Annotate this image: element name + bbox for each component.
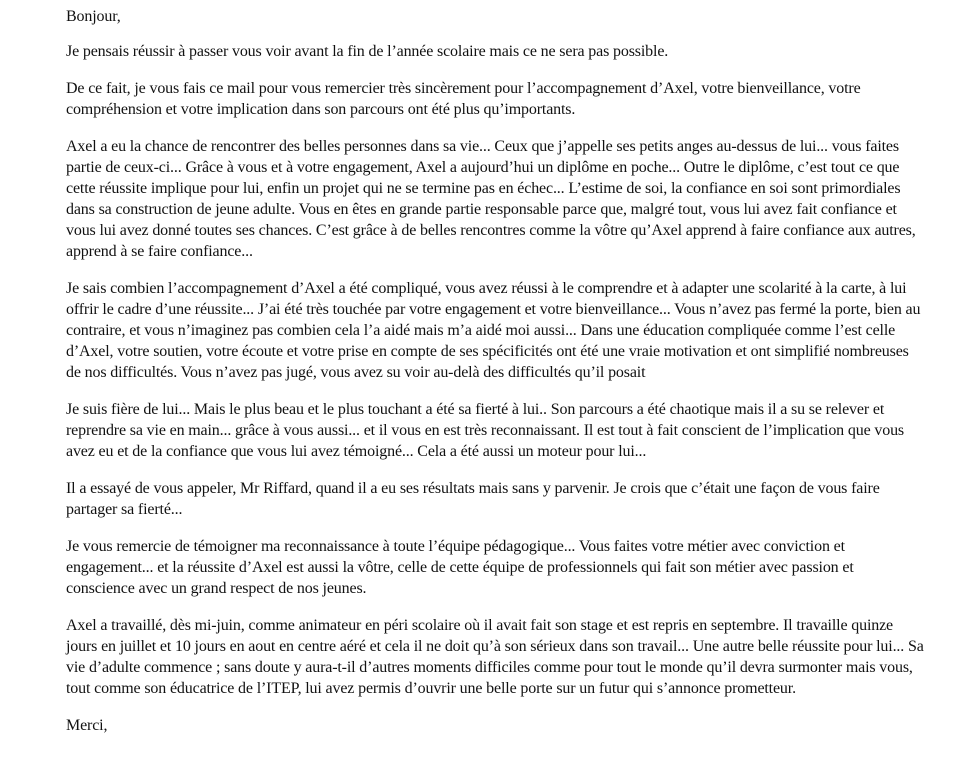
letter-body [66,6,926,752]
letter-paragraph-5: Je suis fière de lui... Mais le plus beau et le plus touchant a été sa fierté à lui.. Son parcours a été chaotique mais il a su se relever et reprendre sa vie en main... grâce à vous aussi... et il vous en est très reconnaissant. Il est tout à fait conscient de l’implication que vous avez eu et de la confiance que vous lui avez témoigné... Cela a été aussi un moteur pour lui... [66,401,904,460]
letter-paragraph-3: Axel a eu la chance de rencontrer des belles personnes dans sa vie... Ceux que j’appelle ses petits anges au-dessus de lui... vous faites partie de ceux-ci... Grâce à vous et à votre engagement, Axel a aujourd’hui un diplôme en poche... Outre le diplôme, c’est tout ce que cette réussite implique pour lui, enfin un projet qui ne se termine pas en échec... L’estime de soi, la confiance en soi sont primordiales dans sa construction de jeune adulte. Vous en êtes en grande partie responsable parce que, malgré tout, vous lui avez fait confiance et vous lui avez donné toutes ses chances. C’est grâce à de belles rencontres comme la vôtre qu’Axel apprend à faire confiance aux autres, apprend à se faire confiance... [66,138,916,260]
letter-paragraph-8: Axel a travaillé, dès mi-juin, comme animateur en péri scolaire où il avait fait son stage et est repris en septembre. Il travaille quinze jours en juillet et 10 jours en aout en centre aéré et cela il ne doit qu’à son sérieux dans son travail... Une autre belle réussite pour lui... Sa vie d’adulte commence ; sans doute y aura-t-il d’autres moments difficiles comme pour tout le monde qu’il devra surmonter mais vous, tout comme son éducatrice de l’ITEP, lui avez permis d’ouvrir une belle porte sur un futur qui s’annonce prometteur. [66,617,924,697]
letter-paragraph-6: Il a essayé de vous appeler, Mr Riffard, quand il a eu ses résultats mais sans y parvenir. Je crois que c’était une façon de vous faire partager sa fierté... [66,480,880,518]
letter-closing: Merci, [66,717,108,734]
letter-greeting: Bonjour, [66,8,121,25]
letter-paragraph-1: Je pensais réussir à passer vous voir avant la fin de l’année scolaire mais ce ne sera pas possible. [66,43,669,60]
letter-paragraph-2: De ce fait, je vous fais ce mail pour vous remercier très sincèrement pour l’accompagnement d’Axel, votre bienveillance, votre compréhension et votre implication dans son parcours ont été plus qu’importants. [66,80,861,118]
letter-paragraph-7: Je vous remercie de témoigner ma reconnaissance à toute l’équipe pédagogique... Vous faites votre métier avec conviction et engagement... et la réussite d’Axel est aussi la vôtre, celle de cette équipe de professionnels qui fait son métier avec passion et conscience avec un grand respect de nos jeunes. [66,538,854,597]
letter-paragraph-4: Je sais combien l’accompagnement d’Axel a été compliqué, vous avez réussi à le comprendre et à adapter une scolarité à la carte, à lui offrir le cadre d’une réussite... J’ai été très touchée par votre engagement et votre bienveillance... Vous n’avez pas fermé la porte, bien au contraire, et vous n’imaginez pas combien cela l’a aidé mais m’a aidé moi aussi... Dans une éducation compliquée comme l’est celle d’Axel, votre soutien, votre écoute et votre prise en compte de ses spécificités ont été une vraie motivation et ont simplifié nombreuses de nos difficultés. Vous n’avez pas jugé, vous avez su voir au-delà des difficultés qu’il posait [66,280,921,381]
